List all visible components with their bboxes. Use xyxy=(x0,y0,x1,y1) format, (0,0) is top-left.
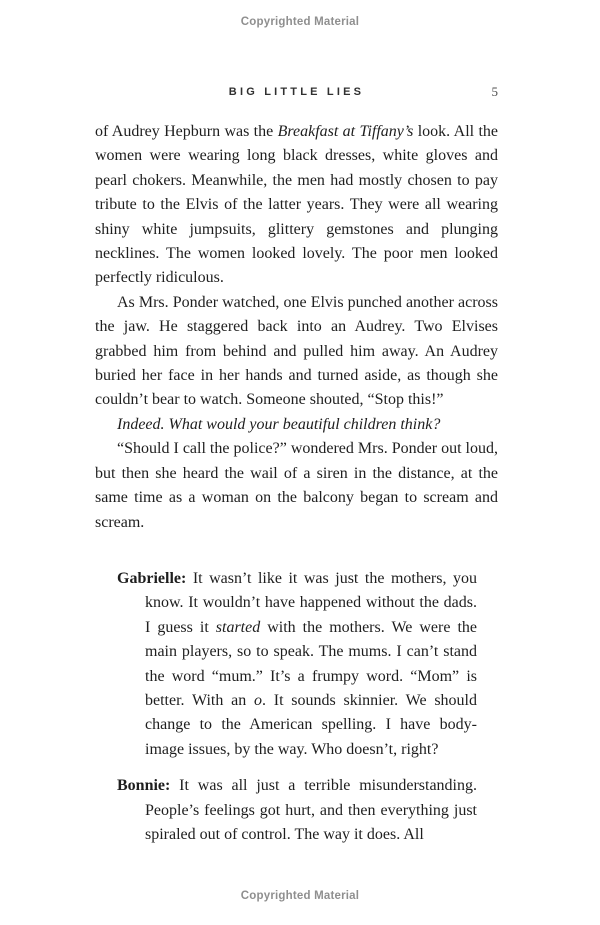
text-run: It wasn’t like it was just the mothers, you know. It wouldn’t have happened without the dads. I guess it xyxy=(145,569,477,636)
text-run: . It sounds skinnier. We should change to the American spelling. I have body-image issues, by the way. Who doesn’t, right? xyxy=(145,691,478,758)
page-number: 5 xyxy=(491,84,498,99)
paragraph-continuation xyxy=(95,120,498,291)
emphasis-run: started xyxy=(215,618,261,636)
emphasis-run: o xyxy=(254,691,262,709)
text-run: of Audrey Hepburn was the xyxy=(95,123,278,140)
paragraph-italic-thought: Indeed. What would your beautiful children think? xyxy=(117,415,441,433)
copyright-notice-top: Copyrighted Material xyxy=(240,16,360,28)
speaker-label-bonnie: Bonnie: xyxy=(117,777,171,795)
page-body xyxy=(95,120,498,847)
copyright-notice-bottom: Copyrighted Material xyxy=(240,890,360,902)
text-run: look. All the women were wearing long black dresses, white gloves and pearl chokers. Meanwhile, the men had mostly chosen to pay tribute to the Elvis of the latter years. They were all wearing shiny white jumpsuits, glittery gemstones and plunging necklines. The women looked lovely. The poor men looked perfectly ridiculous. xyxy=(95,123,498,287)
speech-bonnie xyxy=(117,774,477,847)
interview-transcript xyxy=(117,567,477,847)
text-run: with the mothers. We were the main players, so to speak. The mums. I can’t stand the word “mum.” It’s a frumpy word. “Mom” is better. With an xyxy=(145,618,477,709)
paragraph-police: “Should I call the police?” wondered Mrs. Ponder out loud, but then she heard the wail of a siren in the distance, at the same time as a woman on the balcony began to scream and scream. xyxy=(95,440,498,531)
book-title-italic-run: Breakfast at Tiffany’s xyxy=(277,123,414,140)
paragraph-mrs-ponder: As Mrs. Ponder watched, one Elvis punched another across the jaw. He staggered back into an Audrey. Two Elvises grabbed him from behind and pulled him away. An Audrey buried her face in her hands and turned aside, as though she couldn’t bear to watch. Someone shouted, “Stop this!” xyxy=(95,293,498,409)
text-run: It was all just a terrible misunderstanding. People’s feelings got hurt, and then everything just spiraled out of control. The way it does. All xyxy=(145,777,477,843)
speech-gabrielle xyxy=(117,567,477,762)
speaker-label-gabrielle: Gabrielle: xyxy=(117,569,187,587)
running-head-title: BIG LITTLE LIES xyxy=(228,86,365,98)
